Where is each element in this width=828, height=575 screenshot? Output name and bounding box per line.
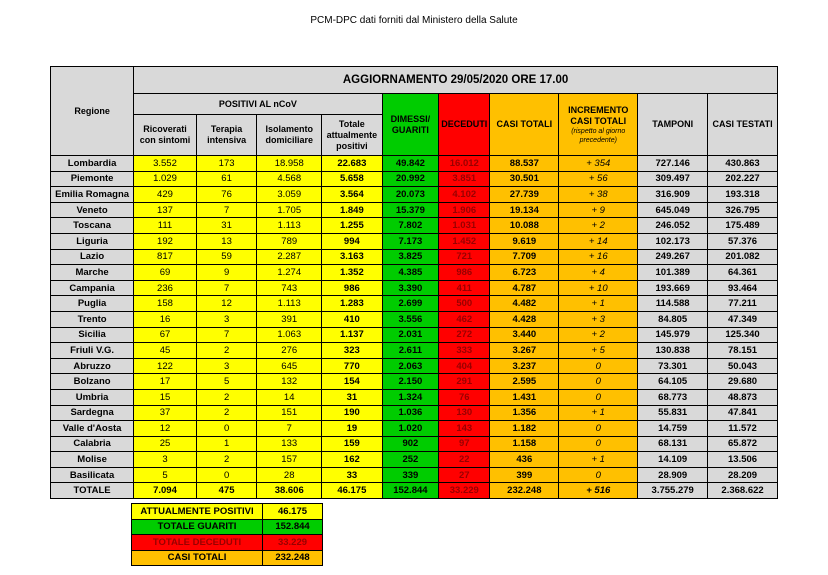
cell-totale-positivi: 22.683 (322, 156, 383, 172)
cell-incremento: + 2 (559, 218, 638, 234)
header-terapia: Terapia intensiva (196, 115, 257, 156)
cell-regione: Liguria (51, 233, 134, 249)
cell-casi-testati: 65.872 (708, 436, 778, 452)
cell-ricoverati: 15 (134, 389, 197, 405)
cell-casi-testati: 175.489 (708, 218, 778, 234)
cell-terapia: 31 (196, 218, 257, 234)
cell-ricoverati: 122 (134, 358, 197, 374)
cell-casi-testati: 193.318 (708, 187, 778, 203)
cell-isolamento: 789 (257, 233, 322, 249)
cell-casi-testati: 201.082 (708, 249, 778, 265)
cell-totale-positivi: 3.564 (322, 187, 383, 203)
cell-deceduti: 76 (439, 389, 490, 405)
cell-isolamento: 645 (257, 358, 322, 374)
table-row (51, 156, 778, 172)
cell-terapia: 3 (196, 311, 257, 327)
cell-dimessi: 1.324 (382, 389, 438, 405)
table-total-row (51, 483, 778, 499)
cell-casi-testati: 48.873 (708, 389, 778, 405)
cell-dimessi: 20.073 (382, 187, 438, 203)
cell-casi-totali: 436 (490, 452, 559, 468)
cell-regione: Lombardia (51, 156, 134, 172)
cell-incremento: + 516 (559, 483, 638, 499)
cell-terapia: 2 (196, 343, 257, 359)
cell-tamponi: 114.588 (638, 296, 708, 312)
cell-totale-positivi: 410 (322, 311, 383, 327)
cell-isolamento: 391 (257, 311, 322, 327)
cell-terapia: 61 (196, 171, 257, 187)
cell-ricoverati: 817 (134, 249, 197, 265)
cell-incremento: + 56 (559, 171, 638, 187)
cell-isolamento: 743 (257, 280, 322, 296)
cell-ricoverati: 429 (134, 187, 197, 203)
summary-label: CASI TOTALI (132, 550, 263, 566)
cell-regione: Friuli V.G. (51, 343, 134, 359)
cell-casi-testati: 11.572 (708, 421, 778, 437)
cell-incremento: 0 (559, 374, 638, 390)
cell-isolamento: 1.274 (257, 265, 322, 281)
cell-ricoverati: 12 (134, 421, 197, 437)
table-row (51, 233, 778, 249)
cell-regione: Toscana (51, 218, 134, 234)
cell-totale-positivi: 5.658 (322, 171, 383, 187)
header-isolamento: Isolamento domiciliare (257, 115, 322, 156)
cell-totale-positivi: 154 (322, 374, 383, 390)
cell-dimessi: 3.556 (382, 311, 438, 327)
covid-data-table (50, 66, 778, 499)
cell-totale-positivi: 190 (322, 405, 383, 421)
cell-totale-positivi: 31 (322, 389, 383, 405)
summary-label: ATTUALMENTE POSITIVI (132, 504, 263, 520)
cell-tamponi: 130.838 (638, 343, 708, 359)
cell-isolamento: 4.568 (257, 171, 322, 187)
cell-deceduti: 462 (439, 311, 490, 327)
cell-dimessi: 2.150 (382, 374, 438, 390)
table-row (51, 389, 778, 405)
cell-ricoverati: 37 (134, 405, 197, 421)
cell-isolamento: 14 (257, 389, 322, 405)
cell-regione: Basilicata (51, 467, 134, 483)
cell-tamponi: 73.301 (638, 358, 708, 374)
cell-casi-totali: 10.088 (490, 218, 559, 234)
cell-terapia: 5 (196, 374, 257, 390)
cell-terapia: 7 (196, 280, 257, 296)
cell-casi-totali: 232.248 (490, 483, 559, 499)
cell-casi-testati: 326.795 (708, 202, 778, 218)
cell-dimessi: 2.031 (382, 327, 438, 343)
cell-casi-testati: 28.209 (708, 467, 778, 483)
table-row (51, 327, 778, 343)
cell-deceduti: 721 (439, 249, 490, 265)
table-body (51, 156, 778, 499)
summary-row (132, 519, 323, 535)
table-row (51, 265, 778, 281)
cell-isolamento: 3.059 (257, 187, 322, 203)
cell-casi-totali: 19.134 (490, 202, 559, 218)
cell-terapia: 1 (196, 436, 257, 452)
cell-casi-totali: 3.267 (490, 343, 559, 359)
cell-tamponi: 316.909 (638, 187, 708, 203)
cell-isolamento: 151 (257, 405, 322, 421)
cell-tamponi: 249.267 (638, 249, 708, 265)
cell-tamponi: 102.173 (638, 233, 708, 249)
cell-casi-testati: 93.464 (708, 280, 778, 296)
cell-deceduti: 1.452 (439, 233, 490, 249)
table-row (51, 452, 778, 468)
cell-deceduti: 16.012 (439, 156, 490, 172)
cell-ricoverati: 158 (134, 296, 197, 312)
cell-isolamento: 1.113 (257, 296, 322, 312)
cell-terapia: 7 (196, 327, 257, 343)
cell-tamponi: 68.773 (638, 389, 708, 405)
cell-deceduti: 3.851 (439, 171, 490, 187)
cell-ricoverati: 236 (134, 280, 197, 296)
cell-deceduti: 1.906 (439, 202, 490, 218)
cell-incremento: 0 (559, 389, 638, 405)
cell-incremento: + 9 (559, 202, 638, 218)
table-row (51, 405, 778, 421)
cell-tamponi: 28.909 (638, 467, 708, 483)
cell-casi-testati: 2.368.622 (708, 483, 778, 499)
table-row (51, 421, 778, 437)
cell-casi-totali: 9.619 (490, 233, 559, 249)
cell-regione: Sardegna (51, 405, 134, 421)
cell-casi-totali: 399 (490, 467, 559, 483)
cell-ricoverati: 3 (134, 452, 197, 468)
summary-value: 46.175 (263, 504, 323, 520)
cell-tamponi: 101.389 (638, 265, 708, 281)
cell-isolamento: 1.113 (257, 218, 322, 234)
cell-incremento: + 2 (559, 327, 638, 343)
cell-ricoverati: 16 (134, 311, 197, 327)
cell-ricoverati: 25 (134, 436, 197, 452)
cell-regione: Lazio (51, 249, 134, 265)
cell-deceduti: 500 (439, 296, 490, 312)
cell-incremento: 0 (559, 421, 638, 437)
cell-totale-positivi: 1.283 (322, 296, 383, 312)
cell-totale-positivi: 162 (322, 452, 383, 468)
table-row (51, 280, 778, 296)
summary-row (132, 504, 323, 520)
cell-terapia: 3 (196, 358, 257, 374)
cell-regione: Umbria (51, 389, 134, 405)
summary-label: TOTALE DECEDUTI (132, 535, 263, 551)
cell-terapia: 173 (196, 156, 257, 172)
cell-casi-testati: 13.506 (708, 452, 778, 468)
cell-isolamento: 157 (257, 452, 322, 468)
header-casi-totali: CASI TOTALI (490, 94, 559, 156)
cell-casi-totali: 88.537 (490, 156, 559, 172)
cell-dimessi: 7.173 (382, 233, 438, 249)
cell-tamponi: 3.755.279 (638, 483, 708, 499)
cell-terapia: 76 (196, 187, 257, 203)
cell-dimessi: 15.379 (382, 202, 438, 218)
table-row (51, 436, 778, 452)
cell-deceduti: 272 (439, 327, 490, 343)
cell-incremento: + 16 (559, 249, 638, 265)
cell-tamponi: 14.109 (638, 452, 708, 468)
cell-tamponi: 55.831 (638, 405, 708, 421)
cell-regione: Sicilia (51, 327, 134, 343)
cell-terapia: 2 (196, 389, 257, 405)
summary-row (132, 535, 323, 551)
cell-ricoverati: 111 (134, 218, 197, 234)
cell-incremento: + 1 (559, 405, 638, 421)
cell-terapia: 59 (196, 249, 257, 265)
cell-regione: Molise (51, 452, 134, 468)
cell-terapia: 7 (196, 202, 257, 218)
cell-incremento: 0 (559, 436, 638, 452)
header-ricoverati: Ricoverati con sintomi (134, 115, 197, 156)
cell-casi-testati: 125.340 (708, 327, 778, 343)
cell-casi-totali: 27.739 (490, 187, 559, 203)
cell-dimessi: 152.844 (382, 483, 438, 499)
cell-isolamento: 38.606 (257, 483, 322, 499)
cell-casi-testati: 430.863 (708, 156, 778, 172)
cell-deceduti: 986 (439, 265, 490, 281)
cell-tamponi: 645.049 (638, 202, 708, 218)
header-dimessi: DIMESSI/ GUARITI (382, 94, 438, 156)
cell-dimessi: 7.802 (382, 218, 438, 234)
header-totale-positivi: Totale attualmente positivi (322, 115, 383, 156)
summary-value: 152.844 (263, 519, 323, 535)
cell-casi-testati: 47.841 (708, 405, 778, 421)
table-row (51, 187, 778, 203)
cell-tamponi: 246.052 (638, 218, 708, 234)
cell-incremento: 0 (559, 467, 638, 483)
table-row (51, 358, 778, 374)
cell-regione: TOTALE (51, 483, 134, 499)
cell-casi-totali: 6.723 (490, 265, 559, 281)
cell-regione: Bolzano (51, 374, 134, 390)
cell-casi-totali: 3.237 (490, 358, 559, 374)
cell-deceduti: 22 (439, 452, 490, 468)
cell-tamponi: 64.105 (638, 374, 708, 390)
cell-isolamento: 132 (257, 374, 322, 390)
cell-ricoverati: 7.094 (134, 483, 197, 499)
cell-casi-totali: 1.356 (490, 405, 559, 421)
cell-regione: Marche (51, 265, 134, 281)
cell-casi-totali: 1.182 (490, 421, 559, 437)
cell-ricoverati: 3.552 (134, 156, 197, 172)
header-incremento-note: (rispetto al giorno precedente) (571, 127, 626, 144)
cell-regione: Veneto (51, 202, 134, 218)
cell-deceduti: 130 (439, 405, 490, 421)
cell-totale-positivi: 46.175 (322, 483, 383, 499)
cell-casi-testati: 57.376 (708, 233, 778, 249)
cell-totale-positivi: 1.352 (322, 265, 383, 281)
cell-regione: Puglia (51, 296, 134, 312)
cell-casi-totali: 1.431 (490, 389, 559, 405)
summary-value: 232.248 (263, 550, 323, 566)
cell-casi-testati: 202.227 (708, 171, 778, 187)
cell-deceduti: 291 (439, 374, 490, 390)
cell-regione: Emilia Romagna (51, 187, 134, 203)
cell-regione: Valle d'Aosta (51, 421, 134, 437)
cell-ricoverati: 1.029 (134, 171, 197, 187)
cell-ricoverati: 69 (134, 265, 197, 281)
cell-deceduti: 33.229 (439, 483, 490, 499)
cell-isolamento: 1.063 (257, 327, 322, 343)
cell-casi-totali: 3.440 (490, 327, 559, 343)
cell-deceduti: 27 (439, 467, 490, 483)
cell-regione: Trento (51, 311, 134, 327)
cell-incremento: + 38 (559, 187, 638, 203)
cell-isolamento: 28 (257, 467, 322, 483)
cell-incremento: + 14 (559, 233, 638, 249)
cell-casi-totali: 1.158 (490, 436, 559, 452)
cell-tamponi: 84.805 (638, 311, 708, 327)
summary-body (132, 504, 323, 566)
cell-ricoverati: 17 (134, 374, 197, 390)
cell-tamponi: 727.146 (638, 156, 708, 172)
header-deceduti: DECEDUTI (439, 94, 490, 156)
cell-totale-positivi: 994 (322, 233, 383, 249)
cell-casi-testati: 64.361 (708, 265, 778, 281)
cell-incremento: + 1 (559, 452, 638, 468)
cell-casi-testati: 77.211 (708, 296, 778, 312)
cell-ricoverati: 137 (134, 202, 197, 218)
cell-dimessi: 4.385 (382, 265, 438, 281)
table-row (51, 171, 778, 187)
cell-isolamento: 1.705 (257, 202, 322, 218)
cell-incremento: + 354 (559, 156, 638, 172)
table-row (51, 311, 778, 327)
cell-incremento: + 3 (559, 311, 638, 327)
cell-incremento: + 5 (559, 343, 638, 359)
cell-deceduti: 97 (439, 436, 490, 452)
cell-totale-positivi: 19 (322, 421, 383, 437)
cell-regione: Abruzzo (51, 358, 134, 374)
cell-isolamento: 276 (257, 343, 322, 359)
cell-dimessi: 1.020 (382, 421, 438, 437)
cell-tamponi: 309.497 (638, 171, 708, 187)
table-row (51, 218, 778, 234)
summary-label: TOTALE GUARITI (132, 519, 263, 535)
cell-terapia: 2 (196, 452, 257, 468)
cell-totale-positivi: 1.137 (322, 327, 383, 343)
cell-totale-positivi: 1.255 (322, 218, 383, 234)
summary-table (131, 503, 323, 566)
cell-casi-totali: 7.709 (490, 249, 559, 265)
cell-casi-testati: 50.043 (708, 358, 778, 374)
cell-deceduti: 411 (439, 280, 490, 296)
cell-terapia: 0 (196, 421, 257, 437)
cell-incremento: + 10 (559, 280, 638, 296)
cell-isolamento: 7 (257, 421, 322, 437)
cell-casi-totali: 4.787 (490, 280, 559, 296)
table-row (51, 249, 778, 265)
header-regione: Regione (51, 67, 134, 156)
cell-totale-positivi: 986 (322, 280, 383, 296)
cell-regione: Campania (51, 280, 134, 296)
cell-terapia: 2 (196, 405, 257, 421)
cell-dimessi: 49.842 (382, 156, 438, 172)
cell-deceduti: 143 (439, 421, 490, 437)
table-row (51, 467, 778, 483)
cell-casi-totali: 4.428 (490, 311, 559, 327)
cell-ricoverati: 45 (134, 343, 197, 359)
cell-deceduti: 1.031 (439, 218, 490, 234)
table-row (51, 343, 778, 359)
cell-dimessi: 252 (382, 452, 438, 468)
cell-terapia: 9 (196, 265, 257, 281)
cell-dimessi: 902 (382, 436, 438, 452)
page-caption: PCM-DPC dati forniti dal Ministero della Salute (310, 15, 518, 26)
cell-totale-positivi: 33 (322, 467, 383, 483)
header-incremento (559, 94, 638, 156)
cell-ricoverati: 192 (134, 233, 197, 249)
cell-dimessi: 1.036 (382, 405, 438, 421)
cell-terapia: 0 (196, 467, 257, 483)
cell-casi-testati: 47.349 (708, 311, 778, 327)
cell-incremento: + 4 (559, 265, 638, 281)
cell-regione: Piemonte (51, 171, 134, 187)
cell-dimessi: 20.992 (382, 171, 438, 187)
header-update: AGGIORNAMENTO 29/05/2020 ORE 17.00 (134, 67, 778, 94)
cell-tamponi: 193.669 (638, 280, 708, 296)
summary-value: 33.229 (263, 535, 323, 551)
cell-totale-positivi: 3.163 (322, 249, 383, 265)
cell-tamponi: 68.131 (638, 436, 708, 452)
cell-isolamento: 133 (257, 436, 322, 452)
cell-totale-positivi: 323 (322, 343, 383, 359)
cell-ricoverati: 67 (134, 327, 197, 343)
table-row (51, 296, 778, 312)
cell-ricoverati: 5 (134, 467, 197, 483)
cell-totale-positivi: 1.849 (322, 202, 383, 218)
cell-isolamento: 2.287 (257, 249, 322, 265)
header-casi-testati: CASI TESTATI (708, 94, 778, 156)
cell-terapia: 475 (196, 483, 257, 499)
header-tamponi: TAMPONI (638, 94, 708, 156)
table-row (51, 202, 778, 218)
summary-row (132, 550, 323, 566)
cell-incremento: + 1 (559, 296, 638, 312)
header-positivi: POSITIVI AL nCoV (134, 94, 382, 115)
cell-casi-totali: 2.595 (490, 374, 559, 390)
cell-dimessi: 2.611 (382, 343, 438, 359)
cell-deceduti: 4.102 (439, 187, 490, 203)
cell-dimessi: 2.063 (382, 358, 438, 374)
cell-deceduti: 333 (439, 343, 490, 359)
header-incremento-label: INCREMENTO CASI TOTALI (568, 104, 629, 126)
cell-terapia: 13 (196, 233, 257, 249)
cell-totale-positivi: 770 (322, 358, 383, 374)
cell-casi-totali: 4.482 (490, 296, 559, 312)
cell-casi-testati: 78.151 (708, 343, 778, 359)
cell-tamponi: 145.979 (638, 327, 708, 343)
cell-deceduti: 404 (439, 358, 490, 374)
cell-dimessi: 3.390 (382, 280, 438, 296)
cell-dimessi: 3.825 (382, 249, 438, 265)
cell-incremento: 0 (559, 358, 638, 374)
cell-terapia: 12 (196, 296, 257, 312)
cell-totale-positivi: 159 (322, 436, 383, 452)
cell-regione: Calabria (51, 436, 134, 452)
cell-isolamento: 18.958 (257, 156, 322, 172)
cell-casi-testati: 29.680 (708, 374, 778, 390)
cell-casi-totali: 30.501 (490, 171, 559, 187)
cell-tamponi: 14.759 (638, 421, 708, 437)
cell-dimessi: 339 (382, 467, 438, 483)
table-row (51, 374, 778, 390)
cell-dimessi: 2.699 (382, 296, 438, 312)
